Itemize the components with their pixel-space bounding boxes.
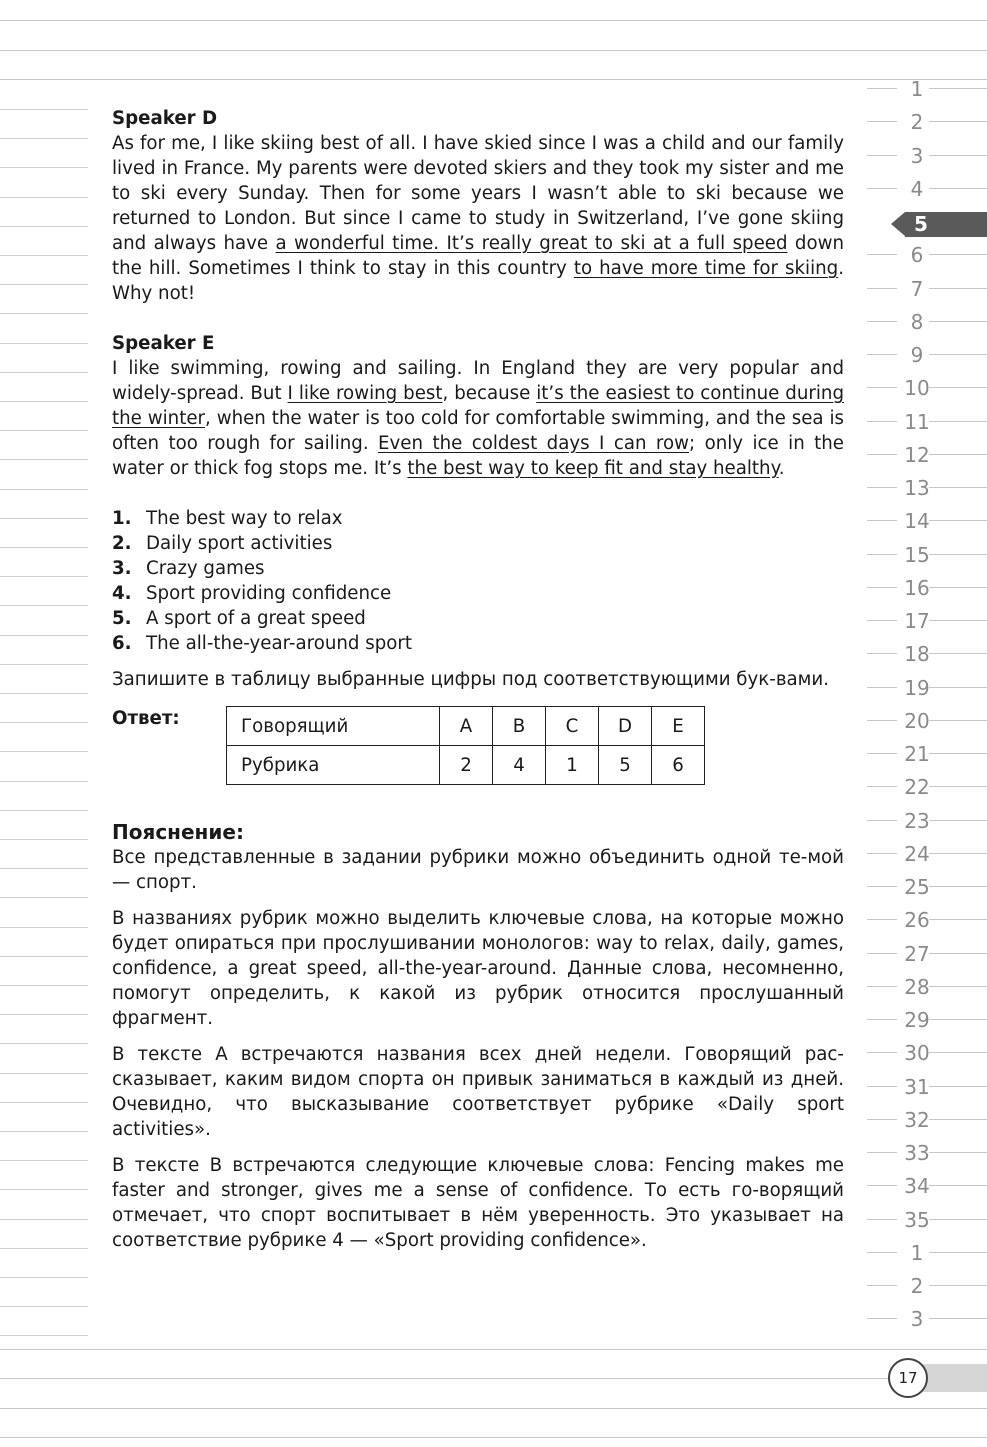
- index-number: 2: [910, 1274, 924, 1298]
- index-item: [867, 476, 987, 512]
- index-item: [867, 376, 987, 412]
- bottom-rule-1: [0, 1349, 987, 1350]
- index-number: 19: [904, 675, 930, 700]
- speaker-e-block: [112, 331, 844, 481]
- index-item: [867, 243, 987, 279]
- speaker-d-text: [112, 131, 844, 306]
- index-item: [867, 542, 987, 579]
- left-rule: [0, 868, 88, 869]
- index-number: 17: [904, 609, 930, 633]
- option-item: [112, 631, 844, 656]
- speaker-d-underline-2: to have more time for skiing: [573, 258, 839, 279]
- speaker-e-text-2: , because: [442, 383, 537, 404]
- option-number: 3.: [112, 558, 132, 579]
- speaker-e-underline-2: it’s the easiest to continue during the winter: [112, 383, 844, 429]
- speaker-d-title: Speaker D: [112, 108, 218, 129]
- option-text: The all-the-year-around sport: [146, 633, 412, 654]
- table-cell: 5: [599, 746, 652, 785]
- option-number: 1.: [112, 508, 132, 529]
- option-item: [112, 531, 844, 556]
- index-number: 30: [904, 1041, 930, 1066]
- index-number: 28: [904, 974, 930, 999]
- option-text: Crazy games: [146, 558, 265, 579]
- explanation-paragraph-4: В тексте B встречаются следующие ключевые слова: Fencing makes me faster and stronger, gives me a sense of confidence. То есть го-ворящий отмечает, что спорт воспитывает в нём уверенность. Это указывает на соответствие рубрике 4 — «Sport providing confidence».: [112, 1155, 844, 1251]
- table-row: [227, 707, 705, 746]
- option-number: 4.: [112, 583, 132, 604]
- index-item: [867, 609, 987, 645]
- table-cell: 4: [493, 746, 546, 785]
- left-rule: [0, 810, 88, 811]
- index-number: 27: [904, 941, 930, 966]
- index-item: [867, 143, 987, 180]
- option-text: Sport providing confidence: [146, 583, 392, 604]
- bottom-rule-3: [0, 1408, 987, 1409]
- index-item: [867, 1307, 987, 1343]
- table-cell: 2: [440, 746, 493, 785]
- index-item: [867, 775, 987, 811]
- index-number: 8: [910, 309, 924, 334]
- option-item: [112, 581, 844, 606]
- index-item: [867, 642, 987, 678]
- left-rule: [0, 1043, 88, 1044]
- index-number: 9: [910, 343, 924, 367]
- left-rule: [0, 1014, 88, 1015]
- index-item: [867, 974, 987, 1011]
- left-rule: [0, 372, 88, 373]
- index-number: 4: [910, 176, 924, 201]
- index-number: 18: [904, 642, 930, 667]
- left-rule: [0, 1189, 88, 1190]
- index-number: 3: [910, 143, 924, 168]
- left-rule: [0, 635, 88, 636]
- speaker-e-text-3: , when the water is too cold for comfortable swimming, and the sea is often too rough for sailing.: [112, 408, 845, 454]
- index-item: [867, 1274, 987, 1310]
- index-number: 15: [904, 542, 930, 567]
- index-item: [867, 110, 987, 146]
- option-number: 6.: [112, 633, 132, 654]
- left-rule: [0, 897, 88, 898]
- option-number: 2.: [112, 533, 132, 554]
- option-text: A sport of a great speed: [146, 608, 366, 629]
- index-item: [867, 1240, 987, 1277]
- left-rule: [0, 1073, 88, 1074]
- left-rule: [0, 459, 88, 460]
- index-number: 22: [904, 775, 930, 800]
- index-item: [867, 176, 987, 213]
- index-number: 6: [910, 243, 924, 268]
- index-item: [867, 442, 987, 479]
- option-text: Daily sport activities: [146, 533, 333, 554]
- explanation-paragraph-2: В названиях рубрик можно выделить ключевые слова, на которые можно будет опираться при прослушивании монологов: way to relax, daily, games, confidence, a great speed, all-the-year-around. Данные слова, несомненно, помогут определить, к какой из рубрик относится прослушанный фрагмент.: [112, 908, 844, 1029]
- index-item: [867, 742, 987, 778]
- left-rule: [0, 576, 88, 577]
- answer-table: [226, 706, 705, 785]
- left-rule: [0, 255, 88, 256]
- speaker-e-text-4: ; only ice in the water or thick fog stops me. It’s: [112, 433, 845, 479]
- index-number: 32: [904, 1107, 930, 1132]
- left-rule: [0, 927, 88, 928]
- index-number: 33: [904, 1141, 930, 1165]
- index-item: [867, 708, 987, 745]
- left-rule: [0, 1131, 88, 1132]
- index-number: 11: [904, 409, 930, 434]
- index-number: 1: [910, 77, 924, 101]
- left-rule: [0, 489, 88, 490]
- table-cell: D: [599, 707, 652, 746]
- left-rule: [0, 751, 88, 752]
- index-item: [867, 409, 987, 446]
- left-rule: [0, 664, 88, 665]
- speaker-d-text-2: down the hill. Sometimes I think to stay in this country: [112, 233, 844, 279]
- left-rule: [0, 313, 88, 314]
- left-rule: [0, 839, 88, 840]
- index-number: 13: [904, 476, 930, 500]
- speaker-e-text-5: .: [778, 458, 785, 479]
- index-item: [867, 941, 987, 978]
- index-item: [867, 875, 987, 911]
- page-number: 17: [888, 1358, 928, 1398]
- table-cell: A: [440, 707, 493, 746]
- main-content: [112, 106, 844, 1264]
- index-item: [867, 509, 987, 545]
- option-item: [112, 556, 844, 581]
- active-index-number: 5: [914, 212, 928, 236]
- index-number: 29: [904, 1008, 930, 1032]
- left-rule: [0, 1102, 88, 1103]
- speaker-d-block: [112, 106, 844, 306]
- table-cell: Рубрика: [227, 746, 440, 785]
- explanation-paragraph-3: В тексте A встречаются названия всех дней недели. Говорящий рас-сказывает, каким видом спорта он привык заниматься в каждый из дней. Очевидно, что высказывание соответствует рубрике «Daily sport activities».: [112, 1044, 844, 1140]
- speaker-e-text-1: I like swimming, rowing and sailing. In England they are very popular and widely-spread. But: [112, 358, 844, 404]
- index-item: [867, 1107, 987, 1144]
- speaker-d-text-1: As for me, I like skiing best of all. I have skied since I was a child and our family lived in France. My parents were devoted skiers and they took my sister and me to ski every Sunday. Then for some years I wasn’t able to ski because we returned to London. But since I came to study in Switzerland, I’ve gone skiing and always have: [112, 133, 844, 254]
- speaker-d-underline-1: a wonderful time. It’s really great to ski at a full speed: [275, 233, 788, 254]
- index-item: [867, 309, 987, 346]
- index-number: 34: [904, 1174, 930, 1199]
- left-rule: [0, 1277, 88, 1278]
- index-item: [867, 77, 987, 113]
- left-rule: [0, 167, 88, 168]
- index-item: [867, 276, 987, 313]
- left-rule: [0, 197, 88, 198]
- index-number: 31: [904, 1074, 930, 1099]
- index-number: 25: [904, 875, 930, 899]
- index-item: [867, 808, 987, 845]
- index-number: 20: [904, 708, 930, 733]
- index-item: [867, 1041, 987, 1077]
- index-number: 35: [904, 1207, 930, 1232]
- index-number: 12: [904, 442, 930, 467]
- speaker-e-text: [112, 356, 844, 481]
- table-cell: B: [493, 707, 546, 746]
- index-number: 23: [904, 808, 930, 833]
- table-cell: 1: [546, 746, 599, 785]
- index-item: [867, 1207, 987, 1244]
- left-rule: [0, 693, 88, 694]
- index-item: [867, 343, 987, 379]
- left-rule: [0, 1335, 88, 1336]
- index-number: 3: [910, 1307, 924, 1332]
- index-number: 2: [910, 110, 924, 135]
- index-number: 1: [910, 1240, 924, 1265]
- table-cell: E: [652, 707, 705, 746]
- left-rule: [0, 284, 88, 285]
- index-number: 14: [904, 509, 930, 534]
- left-rule: [0, 956, 88, 957]
- index-number: 26: [904, 908, 930, 933]
- table-cell: C: [546, 707, 599, 746]
- bottom-rule-2: [0, 1378, 888, 1379]
- left-rule: [0, 985, 88, 986]
- index-item: [867, 908, 987, 944]
- index-item: [867, 1074, 987, 1111]
- index-item: [867, 1141, 987, 1177]
- index-item: [867, 575, 987, 612]
- explanation-title: Пояснение:: [112, 820, 244, 844]
- left-rule: [0, 547, 88, 548]
- answer-label: Ответ:: [112, 708, 180, 729]
- left-rule: [0, 518, 88, 519]
- top-rule-3: [0, 79, 987, 80]
- option-item: [112, 506, 844, 531]
- instruction-text: Запишите в таблицу выбранные цифры под соответствующими бук-вами.: [112, 669, 830, 690]
- index-number: 7: [910, 276, 924, 301]
- left-rule: [0, 722, 88, 723]
- answer-section: [112, 706, 844, 806]
- left-rule: [0, 1306, 88, 1307]
- left-rule: [0, 109, 88, 110]
- index-number: 10: [904, 376, 930, 401]
- left-rule: [0, 343, 88, 344]
- options-list: [112, 506, 844, 656]
- index-number: 16: [904, 575, 930, 600]
- speaker-e-title: Speaker E: [112, 333, 215, 354]
- left-rule: [0, 138, 88, 139]
- left-rule: [0, 1160, 88, 1161]
- index-item: [867, 1008, 987, 1044]
- top-rule-2: [0, 50, 987, 51]
- speaker-e-underline-3: Even the coldest days I can row: [378, 433, 690, 454]
- index-number: 24: [904, 841, 930, 866]
- left-rule: [0, 1219, 88, 1220]
- speaker-e-underline-4: the best way to keep fit and stay healthy: [407, 458, 779, 479]
- speaker-d-text-3: . Why not!: [112, 258, 844, 304]
- speaker-e-underline-1: I like rowing best: [287, 383, 443, 404]
- bottom-rule-4: [0, 1437, 987, 1438]
- explanation-paragraph-1: Все представленные в задании рубрики можно объединить одной те-мой — спорт.: [112, 847, 844, 893]
- left-rule: [0, 1248, 88, 1249]
- index-item: [867, 1174, 987, 1210]
- left-rule: [0, 781, 88, 782]
- option-number: 5.: [112, 608, 132, 629]
- index-item: [867, 841, 987, 878]
- top-rule-1: [0, 20, 987, 21]
- left-rule: [0, 430, 88, 431]
- left-rule: [0, 401, 88, 402]
- index-item: [867, 675, 987, 712]
- option-item: [112, 606, 844, 631]
- table-cell: 6: [652, 746, 705, 785]
- index-number: 21: [904, 742, 930, 766]
- left-rule: [0, 226, 88, 227]
- table-cell: Говорящий: [227, 707, 440, 746]
- option-text: The best way to relax: [146, 508, 343, 529]
- table-row: [227, 746, 705, 785]
- left-rule: [0, 605, 88, 606]
